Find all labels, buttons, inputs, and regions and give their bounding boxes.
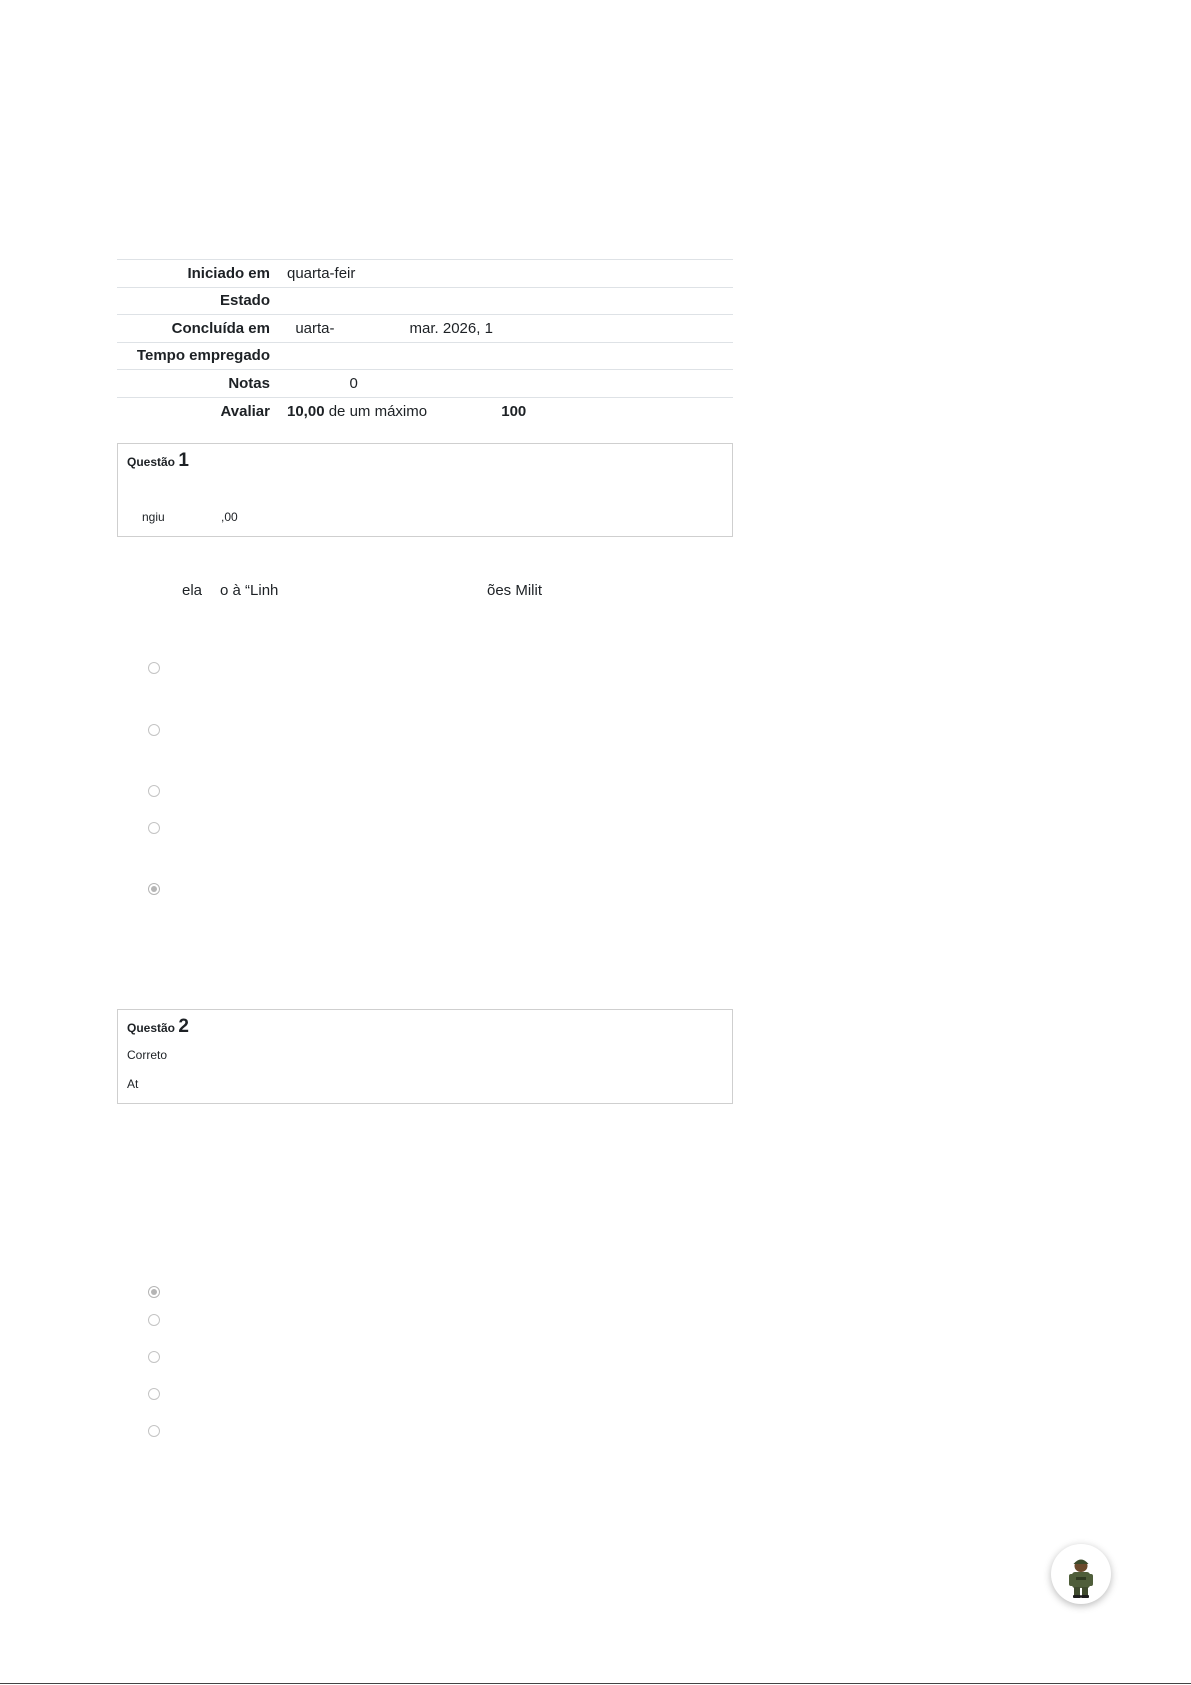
question-1-option-e-radio[interactable] (148, 883, 160, 895)
summary-value-started: quarta-feir (279, 260, 733, 288)
question-1-title (127, 450, 189, 472)
assistant-button[interactable] (1051, 1544, 1111, 1604)
question-2-option-b-radio[interactable] (148, 1314, 160, 1326)
summary-value-marks: 0 (279, 370, 733, 398)
question-1-option-c-radio[interactable] (148, 785, 160, 797)
question-2-mark: At (127, 1077, 139, 1091)
question-2-status: Correto (127, 1048, 168, 1062)
summary-value-state (279, 287, 733, 315)
summary-row-time-taken (117, 342, 733, 370)
summary-row-grade (117, 397, 733, 425)
question-2-option-c-radio[interactable] (148, 1351, 160, 1363)
question-1-status: ngiu (142, 510, 165, 524)
question-2-option-d-radio[interactable] (148, 1388, 160, 1400)
summary-row-started (117, 260, 733, 288)
grade-value: 10,00 (287, 402, 325, 420)
question-1-text-a: ela (182, 582, 203, 599)
soldier-avatar-icon (1051, 1544, 1111, 1604)
question-1-info (117, 443, 733, 537)
summary-label-time-taken: Tempo empregado (117, 342, 279, 370)
grade-out-of-text: de um máximo (324, 402, 432, 420)
question-1-option-b-radio[interactable] (148, 724, 160, 736)
summary-value-completed: uarta- mar. 2026, 1 (279, 315, 733, 343)
summary-label-state: Estado (117, 287, 279, 315)
summary-label-grade: Avaliar (117, 397, 279, 425)
summary-label-started: Iniciado em (117, 260, 279, 288)
attempt-summary-table (117, 259, 733, 425)
question-1-text-c: ões Milit (487, 582, 543, 599)
summary-value-grade (279, 397, 733, 425)
summary-row-marks (117, 370, 733, 398)
summary-row-state (117, 287, 733, 315)
page-bottom-rule (0, 1683, 1191, 1684)
summary-value-time-taken (279, 342, 733, 370)
question-2-info (117, 1009, 733, 1104)
question-1-text-b: o à “Linh (220, 582, 279, 599)
question-2-prefix: Questão (127, 1021, 176, 1035)
question-1-option-d-radio[interactable] (148, 822, 160, 834)
question-2-title (127, 1016, 189, 1038)
summary-row-completed (117, 315, 733, 343)
question-1-number: 1 (178, 450, 189, 471)
question-1-prefix: Questão (127, 455, 176, 469)
summary-label-completed: Concluída em (117, 315, 279, 343)
question-1-mark: ,00 (221, 510, 238, 524)
question-2-option-a-radio[interactable] (148, 1286, 160, 1298)
question-1-option-a-radio[interactable] (148, 662, 160, 674)
question-2-option-e-radio[interactable] (148, 1425, 160, 1437)
grade-max-value: 100 (501, 402, 527, 420)
question-2-number: 2 (178, 1016, 189, 1037)
summary-label-marks: Notas (117, 370, 279, 398)
